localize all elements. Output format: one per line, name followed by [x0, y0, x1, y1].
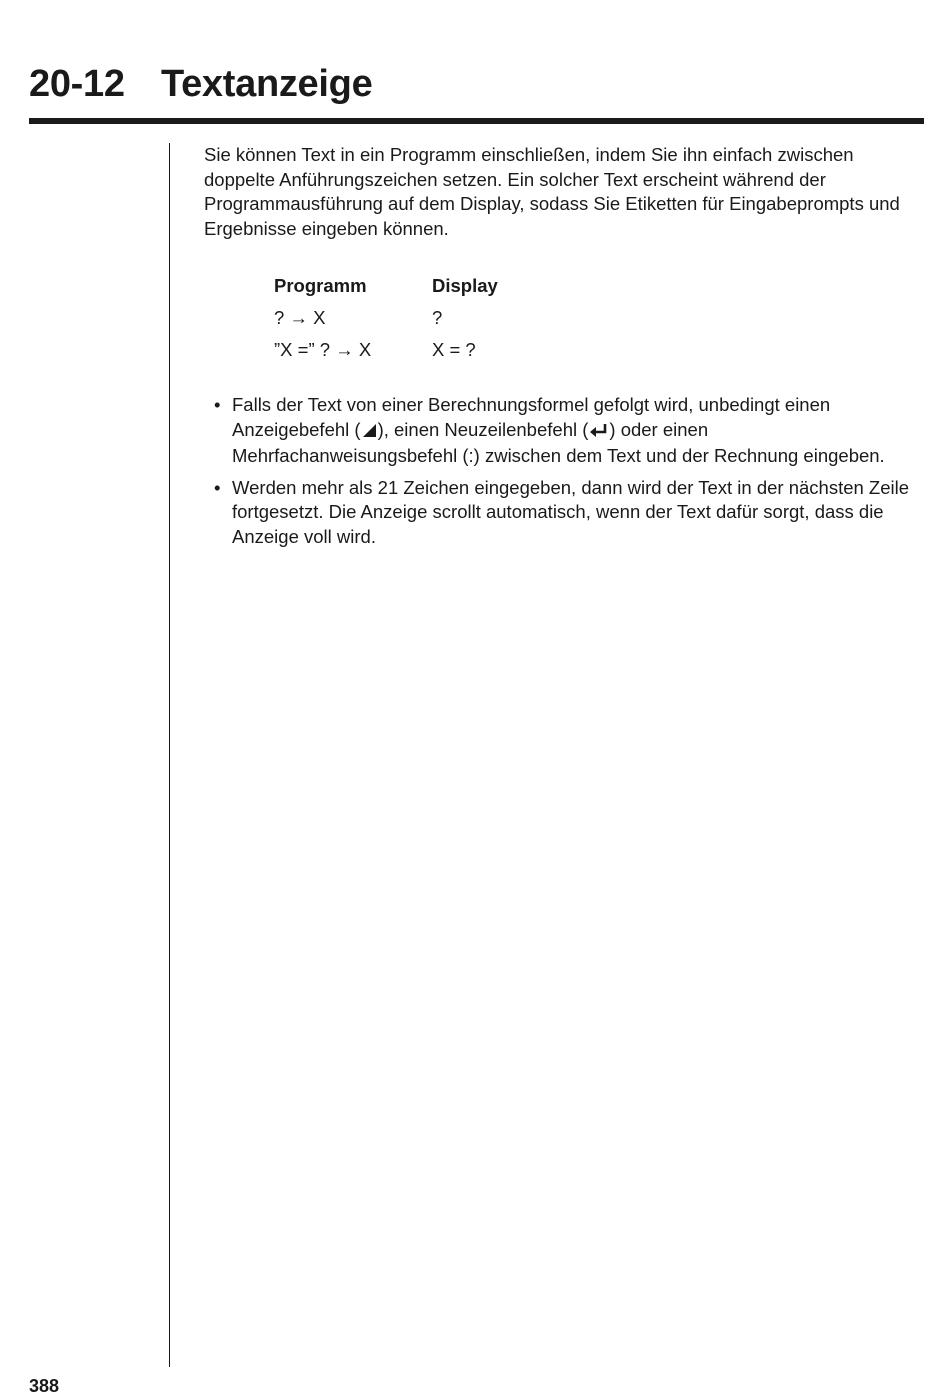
newline-return-arrow-icon [589, 420, 608, 445]
list-item [214, 393, 920, 469]
table-cell-display: X = ? [432, 339, 476, 360]
table-cell-program: ”X =” ? → X [274, 339, 372, 360]
margin-rule [169, 143, 170, 1367]
list-item [214, 476, 920, 550]
table-row [274, 304, 574, 336]
table-cell-display: ? [432, 307, 443, 328]
table-row [274, 336, 574, 368]
bullet-marker: • [214, 394, 221, 415]
bullet-list [214, 393, 920, 557]
page-header [29, 60, 924, 108]
bullet-text-part: ), einen Neuzeilenbefehl ( [377, 418, 589, 440]
bullet-text-part: ) oder einen Mehrfachanweisungsbefehl (:) zwischen dem Text und der Rechnung eingeben. [232, 418, 885, 467]
bullet-text: Werden mehr als 21 Zeichen eingegeben, dann wird der Text in der nächsten Zeile fortgesetzt. Die Anzeige scrollt automatisch, wenn der Text dafür sorgt, dass die Anzeige voll wird. [232, 476, 910, 547]
intro-paragraph: Sie können Text in ein Programm einschließen, indem Sie ihn einfach zwischen doppelte Anführungszeichen setzen. Ein solcher Text erscheint während der Programmausführung auf dem Display, sodass Sie Etiketten für Eingabeprompts und Ergebnisse eingeben können. [204, 144, 900, 239]
page-title: Textanzeige [161, 63, 373, 105]
example-table [274, 272, 574, 368]
table-header-display: Display [432, 275, 498, 296]
section-number: 20-12 [29, 63, 125, 105]
table-header-program: Programm [274, 275, 367, 296]
bullet-marker: • [214, 476, 221, 498]
display-command-triangle-icon [362, 420, 377, 445]
table-header-row [274, 272, 574, 304]
header-rule [29, 118, 924, 124]
page-number: 388 [29, 1376, 60, 1396]
bullet-text-part: Falls der Text von einer Berechnungsformel gefolgt wird, unbedingt einen Anzeigebefehl ( [232, 394, 831, 440]
table-cell-program: ? → X [274, 307, 326, 328]
